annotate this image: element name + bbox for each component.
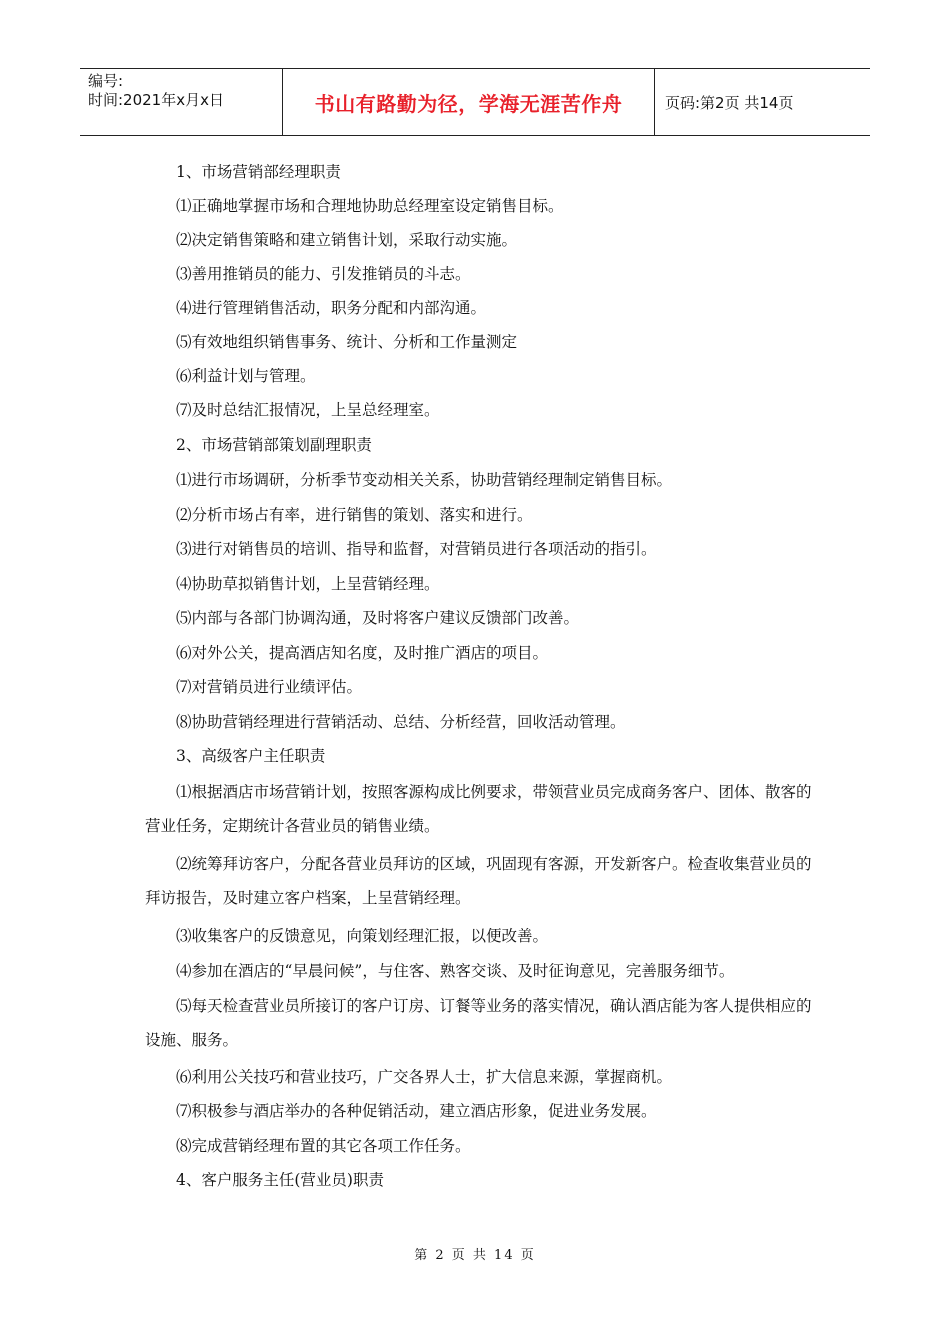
header-motto: 书山有路勤为径，学海无涯苦作舟 (314, 91, 623, 116)
list-item: ⑷参加在酒店的“早晨问候”，与住客、熟客交谈、及时征询意见，完善服务细节。 (176, 962, 735, 980)
list-item: ⑶进行对销售员的培训、指导和监督，对营销员进行各项活动的指引。 (176, 540, 657, 558)
list-item: ⑸有效地组织销售事务、统计、分析和工作量测定 (176, 333, 518, 351)
list-item: ⑹对外公关，提高酒店知名度，及时推广酒店的项目。 (176, 644, 549, 662)
header-page-info: 页码:第2页 共14页 (665, 93, 794, 112)
list-item: ⑴根据酒店市场营销计划，按照客源构成比例要求，带领营业员完成商务客户、团体、散客的营业任务，定期统计各营业员的销售业绩。 (145, 783, 812, 835)
list-item: ⑶善用推销员的能力、引发推销员的斗志。 (176, 265, 471, 283)
document-number-label: 编号: (88, 72, 124, 90)
list-item: ⑺及时总结汇报情况，上呈总经理室。 (176, 401, 440, 419)
section-heading-2: 2、市场营销部策划副理职责 (176, 436, 372, 454)
header-right-cell (655, 69, 870, 135)
list-item: ⑺积极参与酒店举办的各种促销活动，建立酒店形象，促进业务发展。 (176, 1102, 657, 1120)
header-table (80, 68, 870, 136)
list-item: ⑻协助营销经理进行营销活动、总结、分析经营，回收活动管理。 (176, 713, 626, 731)
document-time-label: 时间:2021年x月x日 (88, 91, 224, 109)
list-item: ⑻完成营销经理布置的其它各项工作任务。 (176, 1137, 471, 1155)
section-heading-1: 1、市场营销部经理职责 (176, 163, 341, 181)
page-footer: 第 2 页 共 14 页 (414, 1248, 536, 1263)
header-left-cell (80, 69, 283, 135)
list-item: ⑵统筹拜访客户，分配各营业员拜访的区域，巩固现有客源，开发新客户。检查收集营业员的拜访报告，及时建立客户档案，上呈营销经理。 (145, 855, 812, 907)
list-item: ⑵决定销售策略和建立销售计划，采取行动实施。 (176, 231, 518, 249)
list-item: ⑹利用公关技巧和营业技巧，广交各界人士，扩大信息来源，掌握商机。 (176, 1068, 673, 1086)
list-item: ⑹利益计划与管理。 (176, 367, 316, 385)
list-item: ⑵分析市场占有率，进行销售的策划、落实和进行。 (176, 506, 533, 524)
list-item: ⑸内部与各部门协调沟通，及时将客户建议反馈部门改善。 (176, 609, 580, 627)
list-item: ⑸每天检查营业员所接订的客户订房、订餐等业务的落实情况，确认酒店能为客人提供相应的设施、服务。 (145, 997, 812, 1049)
list-item: ⑶收集客户的反馈意见，向策划经理汇报，以便改善。 (176, 927, 549, 945)
section-heading-4: 4、客户服务主任(营业员)职责 (176, 1171, 384, 1189)
list-item: ⑷协助草拟销售计划，上呈营销经理。 (176, 575, 440, 593)
list-item: ⑷进行管理销售活动，职务分配和内部沟通。 (176, 299, 487, 317)
header-mid-cell (283, 69, 655, 135)
section-heading-3: 3、高级客户主任职责 (176, 747, 326, 765)
list-item: ⑴正确地掌握市场和合理地协助总经理室设定销售目标。 (176, 197, 564, 215)
list-item: ⑺对营销员进行业绩评估。 (176, 678, 363, 696)
list-item: ⑴进行市场调研，分析季节变动相关关系，协助营销经理制定销售目标。 (176, 471, 673, 489)
